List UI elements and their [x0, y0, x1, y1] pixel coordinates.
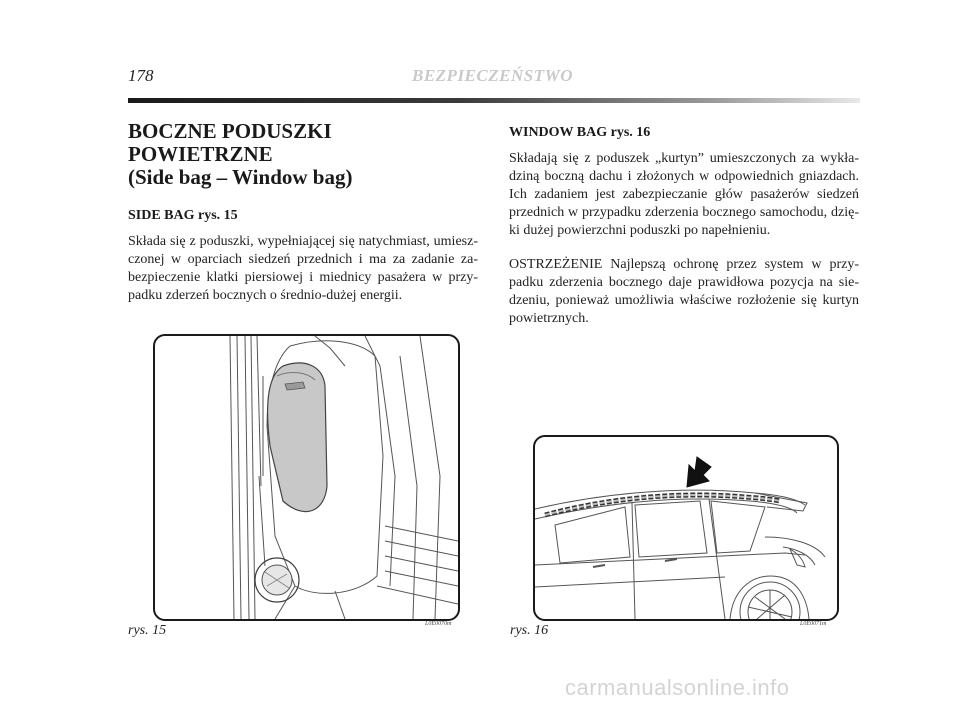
seat-side-airbag-icon	[155, 336, 458, 619]
figure-16	[533, 435, 839, 621]
watermark: carmanualsonline.info	[565, 675, 790, 700]
warning-paragraph: OSTRZEŻENIE Najlepszą ochronę przez system w przy- padku zderzenia bocznego daje prawidłowa pozycja na sie- dzeniu, ponieważ umożliwia właściwe rozłożenie się kurtyn powietrznych.	[509, 257, 859, 326]
figure-16-code: L0E0071m	[800, 621, 827, 627]
figure-15	[153, 334, 460, 621]
side-bag-paragraph: Składa się z poduszki, wypełniającej się natychmiast, umiesz- czonej w oparciach siedzeń przednich i ma za zadanie za- bezpieczenie klatki piersiowej i miednicy pasażera w przy- padku zderzeń bocznych o średnio-dużej energii.	[128, 234, 478, 303]
right-column	[509, 124, 859, 328]
main-heading-line2: (Side bag – Window bag)	[128, 165, 353, 189]
left-column	[128, 120, 478, 305]
figure-15-code: L0E0070m	[425, 621, 452, 627]
window-bag-paragraph: Składają się z poduszek „kurtyn” umieszczonych za wykła- dziną boczną dachu i złożonych w odpowiednich gniazdach. Ich zadaniem jest zabezpieczanie głów pasażerów siedzeń przednich w przypadku zderzenia bocznego samochodu, dzię- ki dużej powierzchni poduszki po napełnieniu.	[509, 151, 859, 238]
figure-15-caption: rys. 15	[128, 623, 167, 638]
arrow-down-icon	[687, 457, 711, 487]
figure-16-caption: rys. 16	[510, 623, 549, 638]
header-rule	[128, 98, 860, 103]
car-window-airbag-icon	[535, 437, 837, 619]
window-bag-heading: WINDOW BAG rys. 16	[509, 125, 651, 140]
main-heading	[128, 120, 478, 189]
main-heading-line1: BOCZNE PODUSZKI POWIETRZNE	[128, 119, 332, 166]
page-number: 178	[128, 66, 154, 85]
side-bag-heading: SIDE BAG rys. 15	[128, 208, 238, 223]
section-title: BEZPIECZEŃSTWO	[412, 66, 573, 85]
